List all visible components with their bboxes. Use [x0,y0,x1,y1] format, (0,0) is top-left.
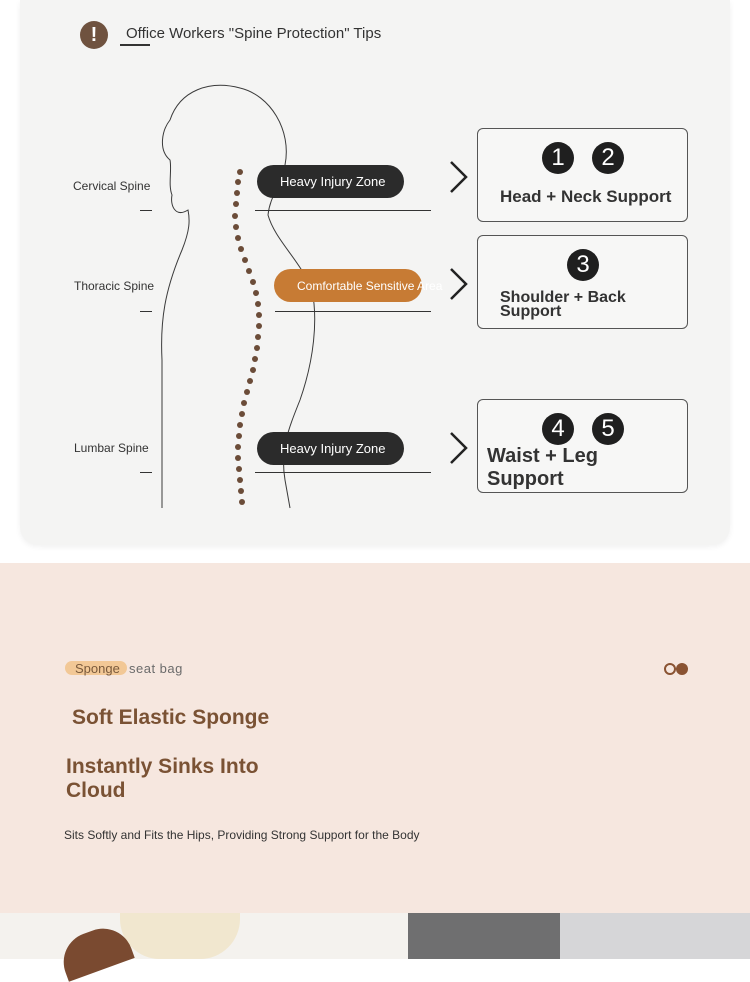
shoulder-back-support-label: Shoulder + Back Support [500,289,626,320]
pager-dot-inactive[interactable] [664,663,676,675]
promo-description: Sits Softly and Fits the Hips, Providing Strong Support for the Body [64,828,420,842]
number-badge-4: 4 [542,413,574,445]
product-photo [0,913,750,959]
number-badge-2: 2 [592,142,624,174]
shoulder-back-support-box [477,235,688,329]
heavy-injury-zone-waist: Heavy Injury Zone [257,432,404,465]
carousel-pager[interactable] [664,663,688,675]
thoracic-tick [140,311,152,312]
comfortable-sensitive-area [274,269,443,302]
head-neck-support-box [477,128,688,222]
tag-seat-bag: seat bag [129,661,183,676]
chevron-right-icon [449,431,469,465]
head-neck-support-label: Head + Neck Support [500,187,672,206]
headline-soft-elastic: Soft Elastic Sponge [72,706,270,729]
pager-dot-active[interactable] [676,663,688,675]
photo-lamp [120,913,240,959]
title-underline [120,44,150,46]
comfortable-zone-label: Comfortable Sensitive Area [297,278,443,293]
waist-leg-support-box [477,399,688,493]
photo-panel [560,913,750,959]
sponge-promo-section [0,563,750,913]
number-badge-5: 5 [592,413,624,445]
lumbar-tick [140,472,152,473]
waist-leg-support-label: Waist + Leg Support [487,445,598,490]
cervical-spine-label: Cervical Spine [73,179,151,193]
cervical-tick [140,210,152,211]
number-badge-3: 3 [567,249,599,281]
number-badge-1: 1 [542,142,574,174]
heavy-injury-zone-neck: Heavy Injury Zone [257,165,404,198]
thoracic-spine-label: Thoracic Spine [74,279,155,293]
headline-sinks-into-cloud: Instantly Sinks Into Cloud [66,755,259,802]
exclamation-icon: ! [80,21,108,49]
spine-tips-title: Office Workers "Spine Protection" Tips [126,25,382,42]
chevron-right-icon [449,160,469,194]
zone-line-back [275,311,431,312]
tag-sponge: Sponge [75,661,120,676]
lumbar-spine-label: Lumbar Spine [74,441,149,455]
chevron-right-icon [449,267,469,301]
zone-line-waist [255,472,431,473]
zone-line-neck [255,210,431,211]
